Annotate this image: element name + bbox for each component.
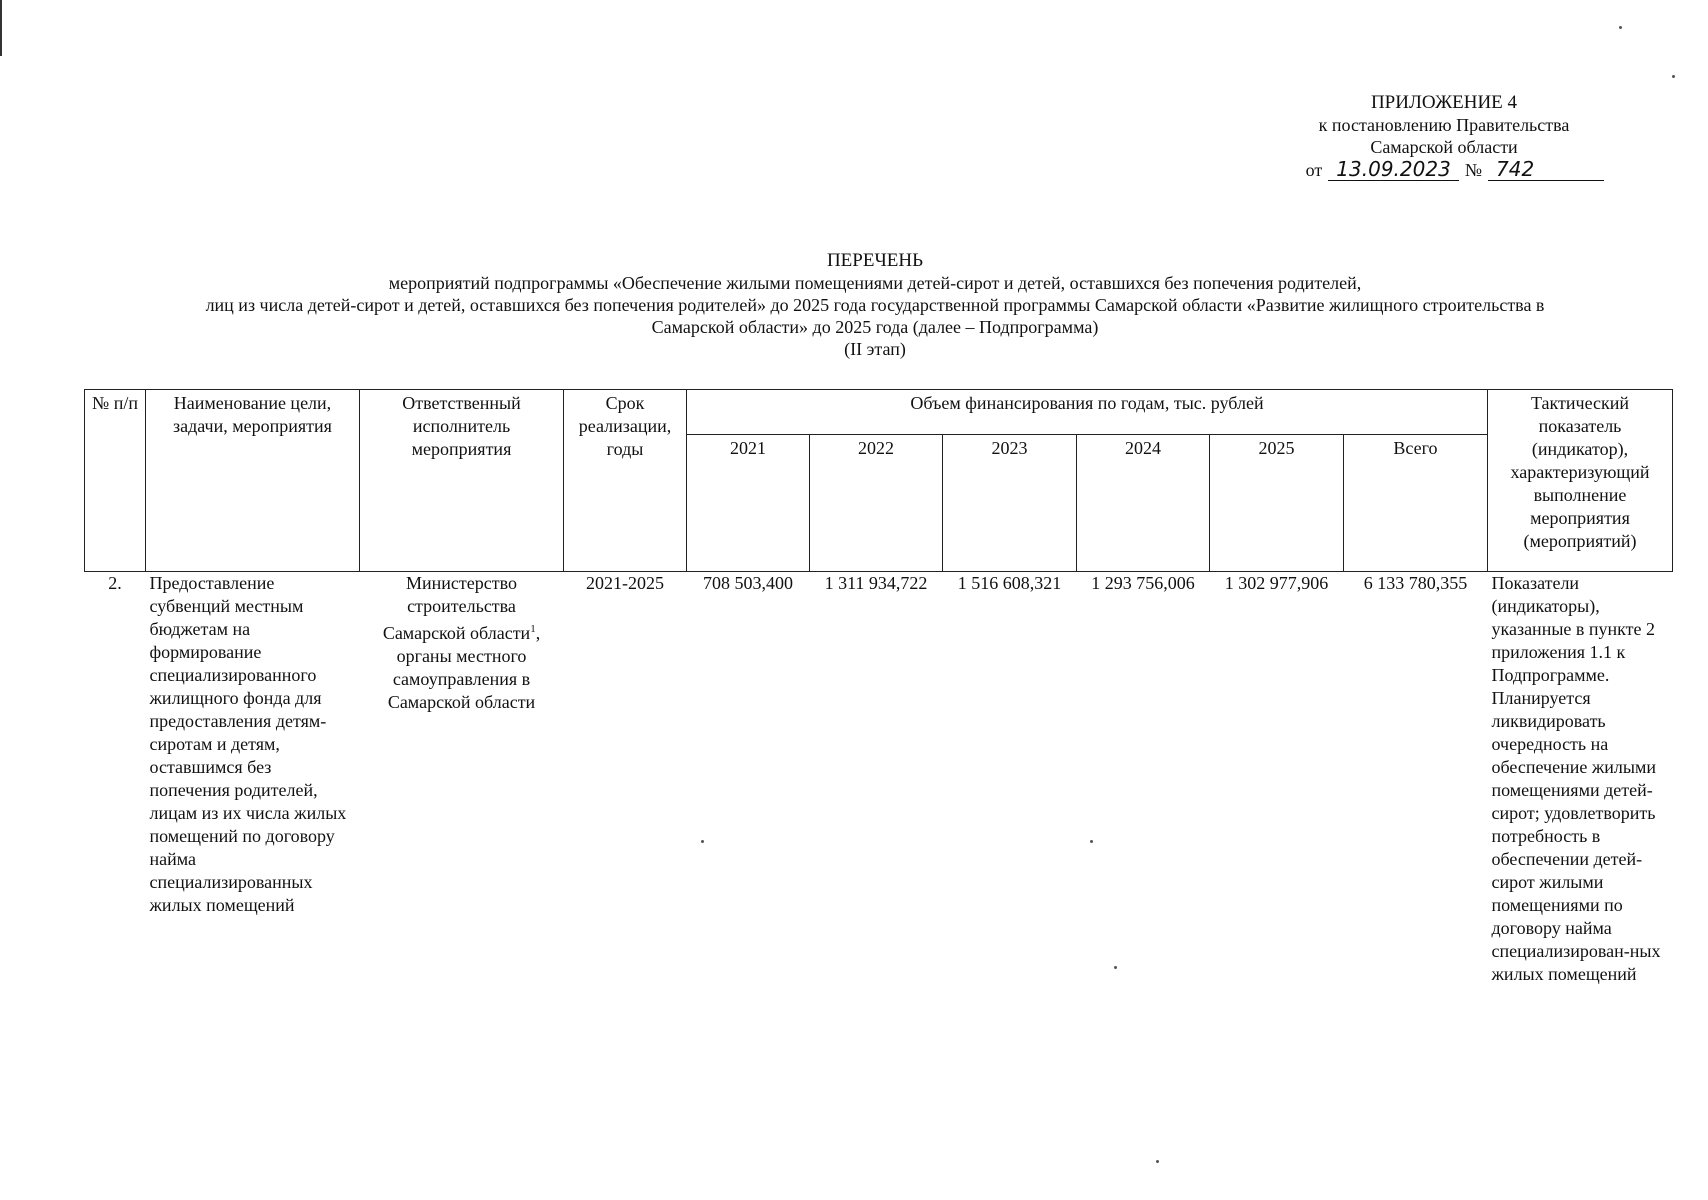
appendix-title: ПРИЛОЖЕНИЕ 4 — [1370, 92, 1518, 113]
header-year-2024: 2024 — [1077, 435, 1210, 572]
appendix-stamp — [1284, 92, 1604, 181]
heading-line-2: лиц из числа детей-сирот и детей, оставшихся без попечения родителей» до 2025 года государственной программы Самарской области «Развитие жилищного строительства в — [205, 295, 1545, 315]
header-total: Всего — [1344, 435, 1488, 572]
row-executor-footnote: 1 — [530, 623, 536, 635]
row-indicator: Показатели (индикаторы), указанные в пункте 2 приложения 1.1 к Подпрограмме. Планируется ликвидировать очередность на обеспечение жилыми помещениями детей-сирот; удовлетворить потребность в обеспечении детей-сирот жилыми помещениями по договору найма специализирован-ных жилых помещений — [1491, 573, 1661, 984]
header-year-2025: 2025 — [1210, 435, 1344, 572]
scan-speck — [1156, 1160, 1159, 1163]
scan-speck — [701, 840, 704, 843]
heading-stage: (II этап) — [844, 339, 906, 359]
table-header-row — [85, 390, 1673, 435]
activities-table — [84, 389, 1673, 988]
row-name: Предоставление субвенций местным бюджетам на формирование специализированного жилищного фонда для предоставления детям-сиротам и детям, оставшимся без попечения родителей, лицам из их числа жилых помещений по договору найма специализированных жилых помещений — [149, 573, 347, 915]
row-value-2024: 1 293 756,006 — [1091, 573, 1195, 593]
decree-number: 742 — [1488, 158, 1604, 181]
header-executor: Ответственный исполнитель мероприятия — [360, 390, 564, 572]
row-executor — [360, 572, 564, 989]
row-value-total: 6 133 780,355 — [1363, 573, 1468, 593]
header-num: № п/п — [85, 390, 146, 572]
header-indicator: Тактический показатель (индикатор), характеризующий выполнение мероприятия (мероприятий) — [1488, 390, 1673, 572]
header-year-2023: 2023 — [943, 435, 1077, 572]
heading-line-1: мероприятий подпрограммы «Обеспечение жилыми помещениями детей-сирот и детей, оставшихся без попечения родителей, — [388, 273, 1362, 293]
number-label: № — [1464, 160, 1482, 180]
decree-date: 13.09.2023 — [1328, 158, 1459, 181]
document-heading — [110, 250, 1640, 360]
row-num: 2. — [108, 573, 122, 593]
row-value-2022: 1 311 934,722 — [824, 573, 928, 593]
row-executor-part-1: Министерство строительства Самарской области — [382, 573, 531, 643]
row-value-2023: 1 516 608,321 — [957, 573, 1062, 593]
row-term: 2021-2025 — [586, 573, 664, 593]
scan-speck — [1619, 26, 1622, 29]
row-executor-part-2: , органы местного самоуправления в Самарской области — [387, 623, 541, 712]
scan-speck — [1672, 75, 1675, 78]
table-row — [85, 572, 1673, 989]
appendix-line-decree: к постановлению Правительства — [1318, 115, 1570, 135]
page-edge-mark — [0, 0, 2, 56]
header-funding: Объем финансирования по годам, тыс. рублей — [687, 390, 1488, 435]
heading-title: ПЕРЕЧЕНЬ — [826, 250, 924, 271]
scan-speck — [1114, 966, 1117, 969]
header-term: Срок реализации, годы — [564, 390, 687, 572]
header-year-2022: 2022 — [810, 435, 943, 572]
decree-line — [1284, 158, 1604, 181]
appendix-line-region: Самарской области — [1370, 137, 1518, 157]
header-name: Наименование цели, задачи, мероприятия — [146, 390, 360, 572]
row-value-2025: 1 302 977,906 — [1224, 573, 1329, 593]
from-label: от — [1305, 160, 1323, 180]
row-value-2021: 708 503,400 — [703, 573, 793, 593]
scan-speck — [1090, 840, 1093, 843]
header-year-2021: 2021 — [687, 435, 810, 572]
heading-line-3: Самарской области» до 2025 года (далее – Подпрограмма) — [651, 317, 1099, 337]
